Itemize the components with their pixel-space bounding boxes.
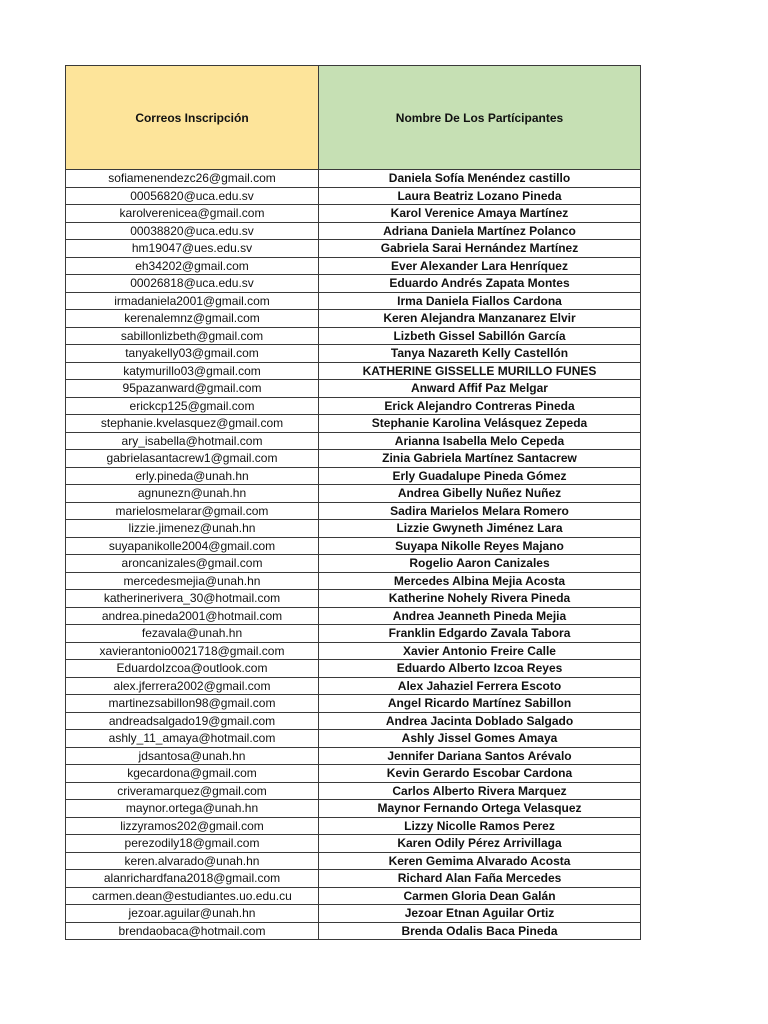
participant-name-cell: Mercedes Albina Mejia Acosta [319, 572, 641, 590]
participant-name-cell: Andrea Gibelly Nuñez Nuñez [319, 485, 641, 503]
email-cell: martinezsabillon98@gmail.com [66, 695, 319, 713]
email-cell: ashly_11_amaya@hotmail.com [66, 730, 319, 748]
participant-name-cell: Jennifer Dariana Santos Arévalo [319, 747, 641, 765]
header-emails: Correos Inscripción [66, 66, 319, 170]
email-cell: suyapanikolle2004@gmail.com [66, 537, 319, 555]
participant-name-cell: Andrea Jeanneth Pineda Mejia [319, 607, 641, 625]
participant-name-cell: Rogelio Aaron Canizales [319, 555, 641, 573]
table-row [66, 765, 641, 783]
table-row [66, 572, 641, 590]
table-row [66, 485, 641, 503]
email-cell: hm19047@ues.edu.sv [66, 240, 319, 258]
participant-name-cell: Lizzy Nicolle Ramos Perez [319, 817, 641, 835]
participant-name-cell: Carlos Alberto Rivera Marquez [319, 782, 641, 800]
table-row [66, 292, 641, 310]
participant-name-cell: Stephanie Karolina Velásquez Zepeda [319, 415, 641, 433]
table-row [66, 397, 641, 415]
table-row [66, 257, 641, 275]
participant-name-cell: Keren Alejandra Manzanarez Elvir [319, 310, 641, 328]
table-row [66, 467, 641, 485]
participant-name-cell: Daniela Sofía Menéndez castillo [319, 170, 641, 188]
participant-name-cell: KATHERINE GISSELLE MURILLO FUNES [319, 362, 641, 380]
email-cell: kerenalemnz@gmail.com [66, 310, 319, 328]
email-cell: criveramarquez@gmail.com [66, 782, 319, 800]
table-row [66, 450, 641, 468]
email-cell: gabrielasantacrew1@gmail.com [66, 450, 319, 468]
participants-table [65, 65, 641, 940]
table-row [66, 345, 641, 363]
email-cell: marielosmelarar@gmail.com [66, 502, 319, 520]
participant-name-cell: Eduardo Andrés Zapata Montes [319, 275, 641, 293]
table-row [66, 310, 641, 328]
participant-name-cell: Zinia Gabriela Martínez Santacrew [319, 450, 641, 468]
email-cell: andrea.pineda2001@hotmail.com [66, 607, 319, 625]
participant-name-cell: Laura Beatriz Lozano Pineda [319, 187, 641, 205]
table-row [66, 642, 641, 660]
table-row [66, 817, 641, 835]
participant-name-cell: Xavier Antonio Freire Calle [319, 642, 641, 660]
table-row [66, 555, 641, 573]
email-cell: tanyakelly03@gmail.com [66, 345, 319, 363]
participant-name-cell: Suyapa Nikolle Reyes Majano [319, 537, 641, 555]
table-row [66, 327, 641, 345]
table-row [66, 380, 641, 398]
table-row [66, 170, 641, 188]
table-row [66, 835, 641, 853]
participant-name-cell: Gabriela Sarai Hernández Martínez [319, 240, 641, 258]
email-cell: brendaobaca@hotmail.com [66, 922, 319, 940]
email-cell: fezavala@unah.hn [66, 625, 319, 643]
email-cell: lizzyramos202@gmail.com [66, 817, 319, 835]
email-cell: jdsantosa@unah.hn [66, 747, 319, 765]
participant-name-cell: Maynor Fernando Ortega Velasquez [319, 800, 641, 818]
table-row [66, 362, 641, 380]
participant-name-cell: Alex Jahaziel Ferrera Escoto [319, 677, 641, 695]
participant-name-cell: Richard Alan Faña Mercedes [319, 870, 641, 888]
participant-name-cell: Karen Odily Pérez Arrivillaga [319, 835, 641, 853]
email-cell: katherinerivera_30@hotmail.com [66, 590, 319, 608]
email-cell: irmadaniela2001@gmail.com [66, 292, 319, 310]
email-cell: aroncanizales@gmail.com [66, 555, 319, 573]
table-row [66, 922, 641, 940]
email-cell: erickcp125@gmail.com [66, 397, 319, 415]
email-cell: mercedesmejia@unah.hn [66, 572, 319, 590]
table-row [66, 240, 641, 258]
table-row [66, 800, 641, 818]
table-row [66, 695, 641, 713]
email-cell: sofiamenendezc26@gmail.com [66, 170, 319, 188]
email-cell: 00038820@uca.edu.sv [66, 222, 319, 240]
table-row [66, 730, 641, 748]
email-cell: 95pazanward@gmail.com [66, 380, 319, 398]
email-cell: 00056820@uca.edu.sv [66, 187, 319, 205]
table-row [66, 187, 641, 205]
participant-name-cell: Brenda Odalis Baca Pineda [319, 922, 641, 940]
email-cell: agnunezn@unah.hn [66, 485, 319, 503]
email-cell: alanrichardfana2018@gmail.com [66, 870, 319, 888]
email-cell: 00026818@uca.edu.sv [66, 275, 319, 293]
table-row [66, 905, 641, 923]
participant-name-cell: Franklin Edgardo Zavala Tabora [319, 625, 641, 643]
table-row [66, 502, 641, 520]
participant-name-cell: Erick Alejandro Contreras Pineda [319, 397, 641, 415]
header-row [66, 66, 641, 170]
table-body [66, 170, 641, 940]
participant-name-cell: Sadira Marielos Melara Romero [319, 502, 641, 520]
header-names: Nombre De Los Partícipantes [319, 66, 641, 170]
email-cell: andreadsalgado19@gmail.com [66, 712, 319, 730]
email-cell: sabillonlizbeth@gmail.com [66, 327, 319, 345]
email-cell: carmen.dean@estudiantes.uo.edu.cu [66, 887, 319, 905]
email-cell: kgecardona@gmail.com [66, 765, 319, 783]
participant-name-cell: Carmen Gloria Dean Galán [319, 887, 641, 905]
participant-name-cell: Angel Ricardo Martínez Sabillon [319, 695, 641, 713]
email-cell: stephanie.kvelasquez@gmail.com [66, 415, 319, 433]
participant-name-cell: Andrea Jacinta Doblado Salgado [319, 712, 641, 730]
table-row [66, 870, 641, 888]
table-row [66, 660, 641, 678]
participant-name-cell: Jezoar Etnan Aguilar Ortiz [319, 905, 641, 923]
table-row [66, 887, 641, 905]
participant-name-cell: Tanya Nazareth Kelly Castellón [319, 345, 641, 363]
email-cell: ary_isabella@hotmail.com [66, 432, 319, 450]
email-cell: perezodily18@gmail.com [66, 835, 319, 853]
email-cell: xavierantonio0021718@gmail.com [66, 642, 319, 660]
table-row [66, 607, 641, 625]
table-row [66, 520, 641, 538]
email-cell: jezoar.aguilar@unah.hn [66, 905, 319, 923]
participant-name-cell: Karol Verenice Amaya Martínez [319, 205, 641, 223]
table-row [66, 677, 641, 695]
email-cell: maynor.ortega@unah.hn [66, 800, 319, 818]
table-row [66, 625, 641, 643]
participant-name-cell: Keren Gemima Alvarado Acosta [319, 852, 641, 870]
table-row [66, 432, 641, 450]
table-row [66, 782, 641, 800]
table-row [66, 712, 641, 730]
table-row [66, 222, 641, 240]
participant-name-cell: Arianna Isabella Melo Cepeda [319, 432, 641, 450]
participant-name-cell: Ever Alexander Lara Henríquez [319, 257, 641, 275]
email-cell: erly.pineda@unah.hn [66, 467, 319, 485]
email-cell: keren.alvarado@unah.hn [66, 852, 319, 870]
email-cell: katymurillo03@gmail.com [66, 362, 319, 380]
participant-name-cell: Lizzie Gwyneth Jiménez Lara [319, 520, 641, 538]
participant-name-cell: Ashly Jissel Gomes Amaya [319, 730, 641, 748]
table-row [66, 590, 641, 608]
participant-name-cell: Katherine Nohely Rivera Pineda [319, 590, 641, 608]
email-cell: eh34202@gmail.com [66, 257, 319, 275]
participant-name-cell: Erly Guadalupe Pineda Gómez [319, 467, 641, 485]
table-row [66, 852, 641, 870]
participant-name-cell: Irma Daniela Fiallos Cardona [319, 292, 641, 310]
participant-name-cell: Anward Affif Paz Melgar [319, 380, 641, 398]
participant-name-cell: Adriana Daniela Martínez Polanco [319, 222, 641, 240]
table-row [66, 415, 641, 433]
email-cell: EduardoIzcoa@outlook.com [66, 660, 319, 678]
participant-name-cell: Eduardo Alberto Izcoa Reyes [319, 660, 641, 678]
table-row [66, 747, 641, 765]
email-cell: karolverenicea@gmail.com [66, 205, 319, 223]
participant-name-cell: Lizbeth Gissel Sabillón García [319, 327, 641, 345]
email-cell: lizzie.jimenez@unah.hn [66, 520, 319, 538]
email-cell: alex.jferrera2002@gmail.com [66, 677, 319, 695]
table-row [66, 537, 641, 555]
table-row [66, 275, 641, 293]
participant-name-cell: Kevin Gerardo Escobar Cardona [319, 765, 641, 783]
table-row [66, 205, 641, 223]
